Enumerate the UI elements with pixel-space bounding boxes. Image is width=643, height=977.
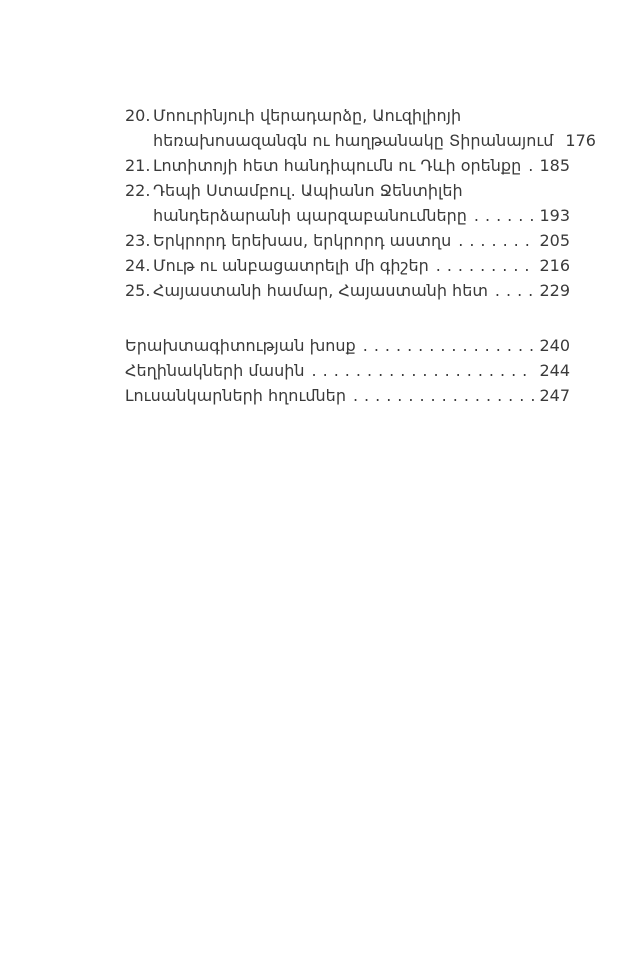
chapter-title: Դեպի Ստամբուլ. Ապիանո Ջենտիլեի: [153, 181, 463, 200]
dot-leader: [474, 203, 535, 228]
dot-leader: [312, 358, 535, 383]
dot-leader: [363, 333, 535, 358]
table-of-contents: [125, 103, 596, 408]
toc-row: [125, 228, 570, 253]
dot-leader: [528, 153, 534, 178]
chapter-number: 25.: [125, 281, 151, 300]
chapter-title: Մոուրինյուի վերադարձը, Աուզիլիոյի: [153, 106, 462, 125]
toc-row: [125, 278, 570, 303]
toc-row: [125, 153, 570, 178]
chapter-number: 22.: [125, 181, 151, 200]
dot-leader: [436, 253, 535, 278]
chapter-number: 20.: [125, 106, 151, 125]
page-number: 244: [539, 361, 570, 380]
toc-row: [125, 333, 570, 358]
toc-row: [125, 178, 570, 203]
toc-row: [125, 128, 596, 153]
toc-row: [125, 383, 570, 408]
toc-row: [125, 253, 570, 278]
toc-row: [125, 203, 570, 228]
chapter-number: 24.: [125, 256, 151, 275]
chapter-number: 23.: [125, 231, 151, 250]
dot-leader: [353, 383, 535, 408]
back-matter-section: [125, 333, 570, 408]
chapter-title-continued: հեռախոսազանգն ու հաղթանակը Տիրանայում: [153, 131, 554, 150]
section-title: Լուսանկարների հղումներ: [125, 386, 346, 405]
page-number: 185: [539, 156, 570, 175]
dot-leader: [458, 228, 534, 253]
page-number: 247: [539, 386, 570, 405]
toc-row: [125, 358, 570, 383]
page-number: 205: [539, 231, 570, 250]
chapter-title: Երկրորդ երեխաս, երկրորդ աստղս: [153, 231, 452, 250]
chapter-title: Մութ ու անբացատրելի մի գիշեր: [153, 256, 429, 275]
page-number: 240: [539, 336, 570, 355]
section-title: Հեղինակների մասին: [125, 361, 305, 380]
page-number: 176: [565, 131, 596, 150]
page-number: 216: [539, 256, 570, 275]
chapter-number: 21.: [125, 156, 151, 175]
chapter-title-continued: հանդերձարանի պարզաբանումները: [153, 206, 467, 225]
section-title: Երախտագիտության խոսք: [125, 336, 356, 355]
page-number: 229: [539, 281, 570, 300]
chapter-title: Հայաստանի համար, Հայաստանի հետ: [153, 281, 488, 300]
page-number: 193: [539, 206, 570, 225]
dot-leader: [495, 278, 535, 303]
chapter-title: Լոտիտոյի հետ հանդիպումն ու Դևի օրենքը: [153, 156, 522, 175]
toc-row: [125, 103, 570, 128]
